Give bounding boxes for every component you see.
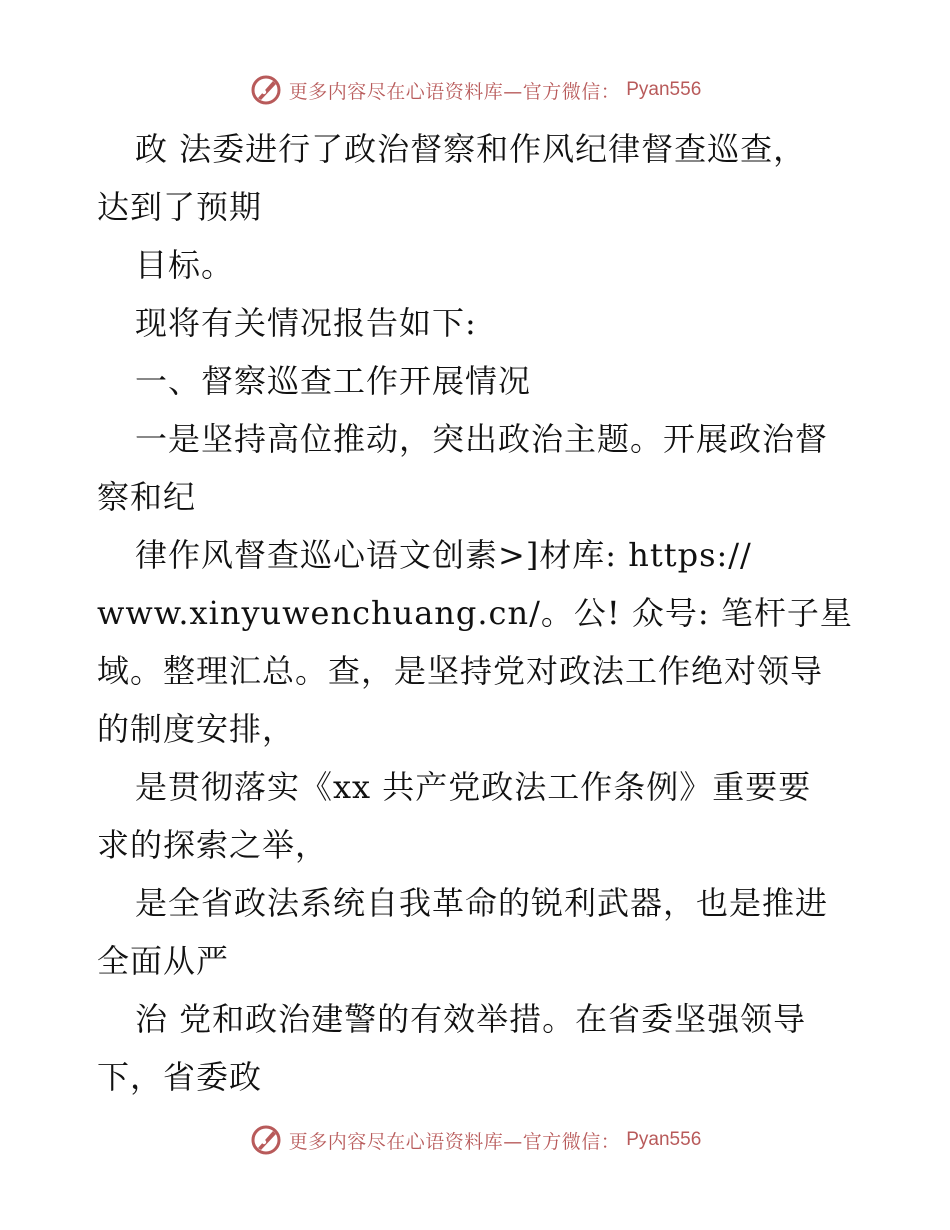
document-body	[97, 120, 857, 1106]
banner-text: 更多内容尽在心语资料库—官方微信：	[288, 1130, 621, 1153]
text-line: 察和纪	[97, 478, 197, 516]
section-heading: 一、督察巡查工作开展情况	[135, 362, 532, 400]
text-line: 的制度安排，	[97, 710, 296, 748]
text-line: 律作风督查巡心语文创素>]材库: https://	[135, 536, 752, 574]
text-line: 是贯彻落实《xx 共产党政法工作条例》重要要	[135, 768, 812, 806]
text-line: 全面从严	[97, 942, 230, 980]
text-line: 下，省委政	[97, 1058, 263, 1096]
banner-text: 更多内容尽在心语资料库—官方微信：	[288, 80, 621, 103]
text-line: 域。整理汇总。查，是坚持党对政法工作绝对领导	[97, 652, 824, 690]
header-banner	[0, 70, 950, 110]
footer-banner	[0, 1120, 950, 1160]
text-line: 一是坚持高位推动，突出政治主题。开展政治督	[135, 420, 829, 458]
text-line: www.xinyuwenchuang.cn/。公! 众号: 笔杆子星	[97, 594, 853, 632]
pen-nib-logo-icon	[249, 1123, 283, 1157]
text-line: 达到了预期	[97, 188, 263, 226]
banner-wechat-id: Pyan556	[626, 1129, 702, 1150]
text-line: 是全省政法系统自我革命的锐利武器，也是推进	[135, 884, 829, 922]
text-line: 治 党和政治建警的有效举措。在省委坚强领导	[135, 1000, 807, 1038]
text-line: 求的探索之举，	[97, 826, 329, 864]
text-line: 政 法委进行了政治督察和作风纪律督查巡查，	[135, 130, 807, 168]
banner-wechat-id: Pyan556	[626, 79, 702, 100]
text-line: 目标。	[135, 246, 235, 284]
pen-nib-logo-icon	[249, 73, 283, 107]
text-line: 现将有关情况报告如下:	[135, 304, 477, 342]
